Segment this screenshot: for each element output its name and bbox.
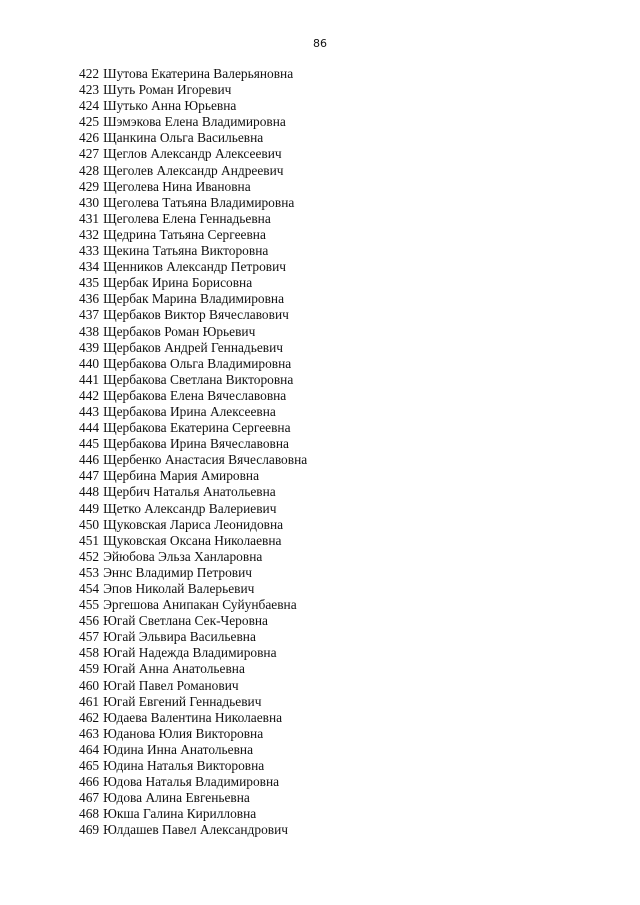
list-item	[79, 501, 307, 517]
entry-number: 429	[79, 178, 100, 194]
list-item	[79, 179, 307, 195]
list-item	[79, 307, 307, 323]
list-item	[79, 517, 307, 533]
entry-number: 453	[79, 564, 100, 580]
entry-number: 435	[79, 275, 100, 291]
entry-name: Щуковская Лариса Леонидовна	[103, 516, 284, 532]
entry-name: Щербакова Ольга Владимировна	[103, 355, 292, 371]
list-item	[79, 758, 307, 774]
entry-name: Югай Анна Анатольевна	[103, 661, 245, 677]
entry-name: Щекина Татьяна Викторовна	[103, 243, 269, 259]
list-item	[79, 452, 307, 468]
entry-name: Юлдашев Павел Александрович	[103, 822, 288, 838]
entry-number: 465	[79, 758, 100, 774]
entry-name: Щеголев Александр Андреевич	[103, 162, 284, 178]
list-item	[79, 227, 307, 243]
list-item	[79, 581, 307, 597]
list-item	[79, 324, 307, 340]
entry-name: Юдаева Валентина Николаевна	[103, 709, 283, 725]
entry-name: Шуть Роман Игоревич	[103, 82, 232, 98]
list-item	[79, 822, 307, 838]
entry-number: 450	[79, 516, 100, 532]
entry-name: Щедрина Татьяна Сергеевна	[103, 226, 266, 242]
entry-name: Щербаков Виктор Вячеславович	[103, 307, 289, 323]
list-item	[79, 82, 307, 98]
list-item	[79, 98, 307, 114]
entry-number: 428	[79, 162, 100, 178]
list-item	[79, 565, 307, 581]
entry-name: Юдина Наталья Викторовна	[103, 758, 265, 774]
entry-number: 441	[79, 371, 100, 387]
entry-name: Щеголева Татьяна Владимировна	[103, 194, 295, 210]
entry-name: Щербаков Андрей Геннадьевич	[103, 339, 284, 355]
entry-number: 449	[79, 500, 100, 516]
entry-number: 426	[79, 130, 100, 146]
entry-number: 430	[79, 194, 100, 210]
list-item	[79, 243, 307, 259]
list-item	[79, 163, 307, 179]
entry-name: Щербакова Ирина Вячеславовна	[103, 436, 289, 452]
entry-number: 445	[79, 436, 100, 452]
entry-number: 452	[79, 548, 100, 564]
entry-name: Щеглов Александр Алексеевич	[103, 146, 282, 162]
entry-name: Щанкина Ольга Васильевна	[103, 130, 264, 146]
entry-number: 458	[79, 645, 100, 661]
entry-name: Югай Евгений Геннадьевич	[103, 693, 262, 709]
entry-number: 438	[79, 323, 100, 339]
list-item	[79, 629, 307, 645]
entry-number: 433	[79, 243, 100, 259]
entry-number: 457	[79, 629, 100, 645]
entry-number: 440	[79, 355, 100, 371]
entry-name: Юдина Инна Анатольевна	[103, 741, 254, 757]
list-item	[79, 436, 307, 452]
list-item	[79, 806, 307, 822]
list-item	[79, 146, 307, 162]
list-item	[79, 694, 307, 710]
list-item	[79, 195, 307, 211]
entry-name: Щеголева Елена Геннадьевна	[103, 210, 271, 226]
list-item	[79, 726, 307, 742]
entry-number: 459	[79, 661, 100, 677]
entry-number: 424	[79, 98, 100, 114]
entry-number: 425	[79, 114, 100, 130]
list-item	[79, 114, 307, 130]
entry-number: 444	[79, 420, 100, 436]
entry-number: 443	[79, 403, 100, 419]
entry-name: Юдова Алина Евгеньевна	[103, 790, 250, 806]
entry-number: 466	[79, 774, 100, 790]
list-item	[79, 613, 307, 629]
list-item	[79, 484, 307, 500]
entry-number: 439	[79, 339, 100, 355]
entry-name: Югай Надежда Владимировна	[103, 645, 277, 661]
entry-name: Юдова Наталья Владимировна	[103, 774, 280, 790]
entry-number: 456	[79, 613, 100, 629]
list-item	[79, 645, 307, 661]
entry-number: 462	[79, 709, 100, 725]
list-item	[79, 661, 307, 677]
name-list	[79, 66, 307, 839]
entry-name: Щербакова Светлана Викторовна	[103, 371, 294, 387]
list-item	[79, 275, 307, 291]
entry-number: 448	[79, 484, 100, 500]
page-number: 86	[313, 37, 327, 50]
list-item	[79, 742, 307, 758]
entry-name: Щербакова Елена Вячеславовна	[103, 387, 287, 403]
list-item	[79, 356, 307, 372]
entry-name: Эпов Николай Валерьевич	[103, 581, 255, 596]
list-item	[79, 549, 307, 565]
entry-number: 422	[79, 66, 100, 81]
entry-name: Щербенко Анастасия Вячеславовна	[103, 452, 308, 468]
list-item	[79, 420, 307, 436]
entry-number: 431	[79, 210, 100, 226]
entry-name: Щенников Александр Петрович	[103, 259, 287, 275]
entry-name: Шутова Екатерина Валерьяновна	[103, 66, 294, 81]
entry-name: Эргешова Анипакан Суйунбаевна	[103, 597, 297, 613]
entry-name: Шэмэкова Елена Владимировна	[103, 114, 286, 130]
entry-name: Эннс Владимир Петрович	[103, 564, 253, 580]
list-item	[79, 678, 307, 694]
entry-name: Югай Эльвира Васильевна	[103, 629, 256, 645]
entry-number: 447	[79, 468, 100, 484]
entry-number: 467	[79, 790, 100, 806]
entry-name: Югай Павел Романович	[103, 677, 239, 693]
entry-name: Щетко Александр Валериевич	[103, 500, 277, 516]
entry-number: 463	[79, 725, 100, 741]
list-item	[79, 774, 307, 790]
entry-number: 460	[79, 677, 100, 693]
entry-name: Щербич Наталья Анатольевна	[103, 484, 276, 500]
entry-name: Щербакова Ирина Алексеевна	[103, 403, 276, 419]
entry-number: 454	[79, 581, 100, 596]
entry-number: 442	[79, 387, 100, 403]
list-item	[79, 533, 307, 549]
list-item	[79, 340, 307, 356]
list-item	[79, 211, 307, 227]
entry-number: 432	[79, 226, 100, 242]
entry-number: 455	[79, 597, 100, 613]
list-item	[79, 710, 307, 726]
entry-number: 451	[79, 532, 100, 548]
entry-number: 469	[79, 822, 100, 838]
entry-number: 436	[79, 291, 100, 307]
entry-name: Щуковская Оксана Николаевна	[103, 532, 282, 548]
entry-number: 434	[79, 259, 100, 275]
entry-name: Юкша Галина Кирилловна	[103, 806, 257, 822]
entry-number: 464	[79, 741, 100, 757]
entry-name: Щербак Марина Владимировна	[103, 291, 285, 307]
entry-number: 468	[79, 806, 100, 822]
entry-number: 446	[79, 452, 100, 468]
entry-number: 427	[79, 146, 100, 162]
entry-name: Югай Светлана Сек-Черовна	[103, 613, 268, 629]
entry-name: Щеголева Нина Ивановна	[103, 178, 251, 194]
entry-number: 437	[79, 307, 100, 323]
entry-name: Щербина Мария Амировна	[103, 468, 260, 484]
list-item	[79, 404, 307, 420]
entry-name: Эйюбова Эльза Ханларовна	[103, 548, 263, 564]
entry-name: Щербак Ирина Борисовна	[103, 275, 253, 291]
list-item	[79, 597, 307, 613]
entry-name: Щербакова Екатерина Сергеевна	[103, 420, 291, 436]
entry-number: 461	[79, 693, 100, 709]
list-item	[79, 259, 307, 275]
list-item	[79, 372, 307, 388]
entry-name: Шутько Анна Юрьевна	[103, 98, 237, 114]
list-item	[79, 66, 307, 82]
list-item	[79, 388, 307, 404]
entry-name: Щербаков Роман Юрьевич	[103, 323, 256, 339]
entry-number: 423	[79, 82, 100, 98]
list-item	[79, 130, 307, 146]
entry-name: Юданова Юлия Викторовна	[103, 725, 264, 741]
list-item	[79, 291, 307, 307]
list-item	[79, 790, 307, 806]
list-item	[79, 468, 307, 484]
